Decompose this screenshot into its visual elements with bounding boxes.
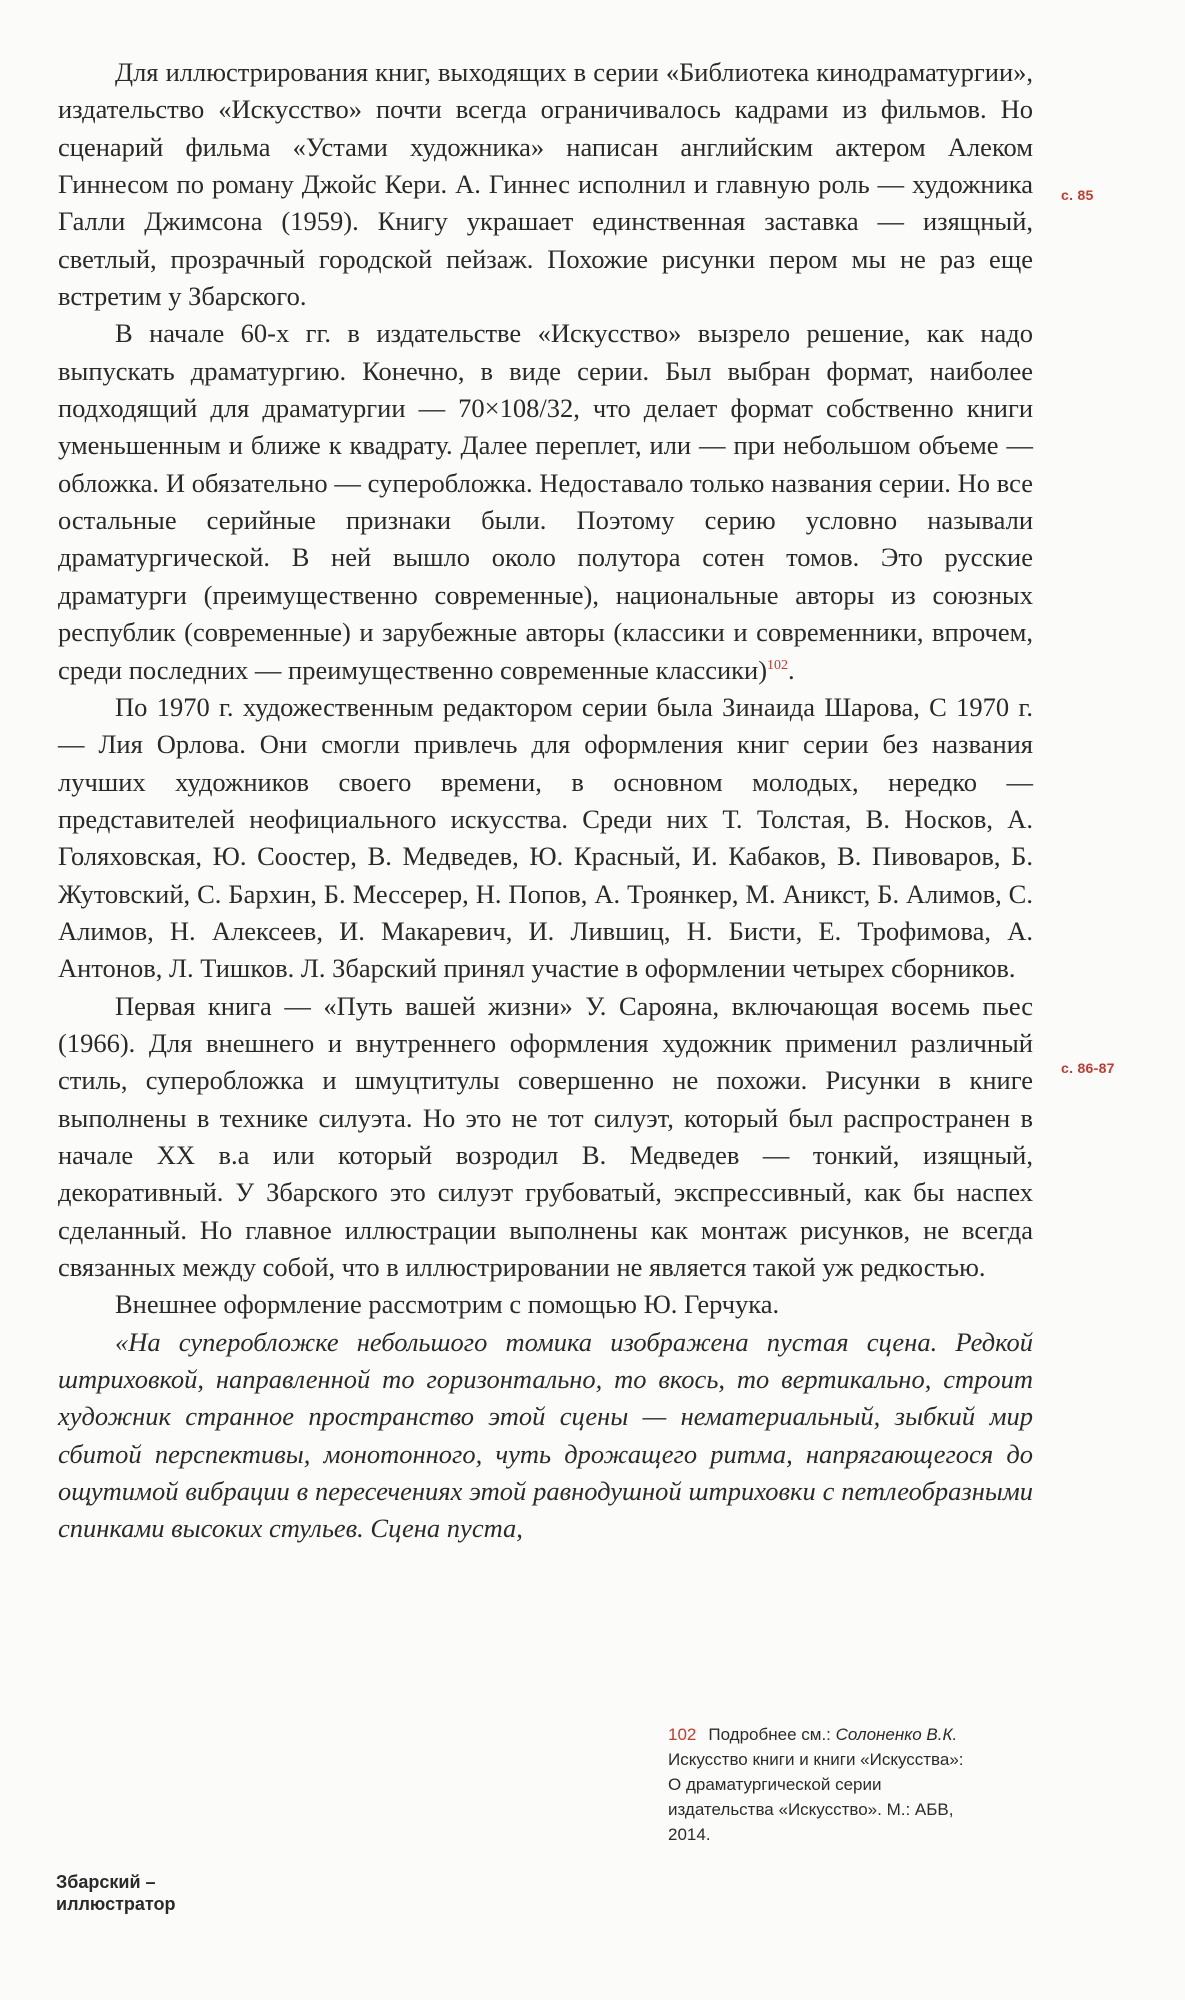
paragraph-1: Для иллюстрирования книг, выходящих в серии «Библиотека кинодраматургии», издательство «Искусство» почти всегда ограничивалось кадрами из фильмов. Но сценарий фильма «Устами художника» написан английским актером Алеком Гиннесом по роману Джойс Кери. А. Гиннес исполнил и главную роль — художника Галли Джимсона (1959). Книгу украшает единственная заставка — изящный, светлый, прозрачный городской пейзаж. Похожие рисунки пером мы не раз еще встретим у Збарского. xyxy=(58,57,1033,312)
footnote-citation: Искусство книги и книги «Искусства»: О драматургической серии издательства «Искусство». М.: АБВ, 2014. xyxy=(668,1750,964,1844)
main-text-column xyxy=(58,54,1033,1548)
margin-page-ref-85[interactable]: с. 85 xyxy=(1061,187,1094,203)
footnote-number: 102 xyxy=(668,1725,697,1744)
paragraph-2 xyxy=(58,315,1033,688)
paragraph-2-text: В начале 60-х гг. в издательстве «Искусство» вызрело решение, как надо выпускать драматургию. Конечно, в виде серии. Был выбран формат, наиболее подходящий для драматургии — 70×108/32, что делает формат собственно книги уменьшенным и ближе к квадрату. Далее переплет, или — при небольшом объеме — обложка. И обязательно — суперобложка. Недоставало только названия серии. Но все остальные серийные признаки были. Поэтому серию условно называли драматургической. В ней вышло около полутора сотен томов. Это русские драматурги (преимущественно современные), национальные авторы из союзных республик (современные) и зарубежные авторы (классики и современники, впрочем, среди последних — преимущественно современные классики) xyxy=(58,318,1033,685)
paragraph-5: Внешнее оформление рассмотрим с помощью Ю. Герчука. xyxy=(115,1289,780,1320)
paragraph-3: По 1970 г. художественным редактором серии была Зинаида Шарова, С 1970 г. — Лия Орлова. Они смогли привлечь для оформления книг серии без названия лучших художников своего времени, в основном молодых, нередко — представителей неофициального искусства. Среди них Т. Толстая, В. Носков, А. Голяховская, Ю. Соостер, В. Медведев, Ю. Красный, И. Кабаков, В. Пивоваров, Б. Жутовский, С. Бархин, Б. Мессерер, Н. Попов, А. Троянкер, М. Аникст, Б. Алимов, С. Алимов, Н. Алексеев, И. Макаревич, И. Лившиц, Н. Бисти, Е. Трофимова, А. Антонов, Л. Тишков. Л. Збарский принял участие в оформлении четырех сборников. xyxy=(58,691,1033,984)
paragraph-4: Первая книга — «Путь вашей жизни» У. Сарояна, включающая восемь пьес (1966). Для внешнего и внутреннего оформления художник применил различный стиль, суперобложка и шмуцтитулы совершенно не похожи. Рисунки в книге выполнены в технике силуэта. Но это не тот силуэт, который был распространен в начале XX в.а или который возродил В. Медведев — тонкий, изящный, декоративный. У Збарского это силуэт грубоватый, экспрессивный, как бы наспех сделанный. Но главное иллюстрации выполнены как монтаж рисунков, не всегда связанных между собой, что в иллюстрировании не является такой уж редкостью. xyxy=(58,990,1033,1282)
margin-page-ref-86-87[interactable]: с. 86-87 xyxy=(1061,1060,1115,1076)
footnote-lead: Подробнее см.: xyxy=(708,1725,831,1744)
footnote-author: Солоненко В.К. xyxy=(835,1725,958,1744)
running-footer-line-2: иллюстратор xyxy=(56,1894,176,1914)
paragraph-2-end: . xyxy=(788,654,795,685)
footnote-102 xyxy=(668,1722,968,1847)
footnote-ref-102[interactable]: 102 xyxy=(767,657,789,673)
running-footer xyxy=(56,1871,175,1915)
quote-paragraph: «На суперобложке небольшого томика изображена пустая сцена. Редкой штриховкой, направленной то горизонтально, то вкось, то вертикально, строит художник странное пространство этой сцены — нематериальный, зыбкий мир сбитой перспективы, монотонного, чуть дрожащего ритма, напрягающегося до ощутимой вибрации в пересечениях этой равнодушной штриховки с петлеобразными спинками высоких стульев. Сцена пуста, xyxy=(58,1326,1033,1544)
running-footer-line-1: Збарский – xyxy=(56,1872,156,1892)
